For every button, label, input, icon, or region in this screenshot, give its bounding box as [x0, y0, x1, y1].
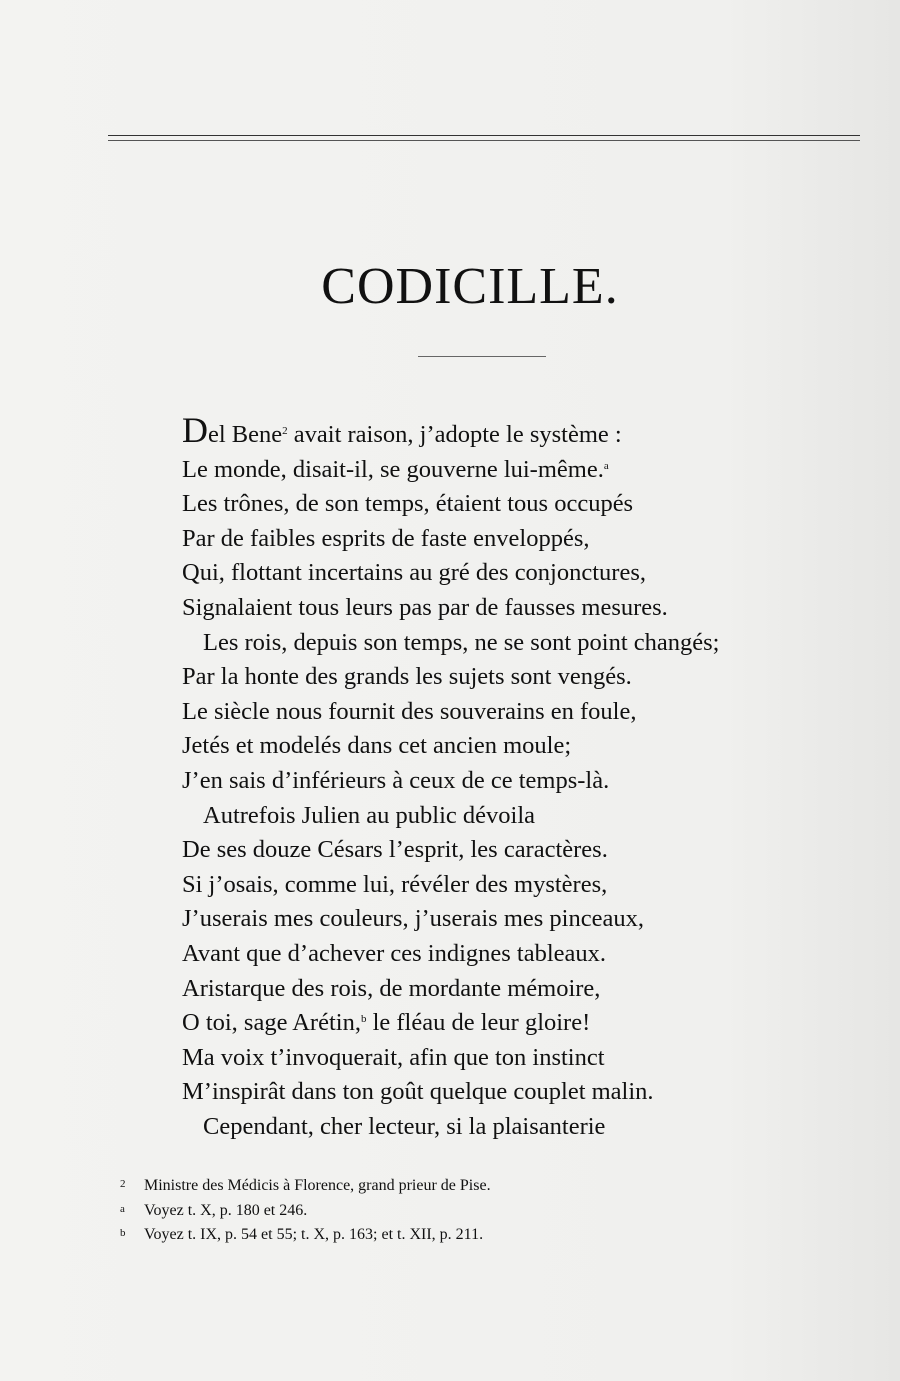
footnote-mark: b: [120, 1227, 126, 1239]
footnote-mark: 2: [120, 1178, 126, 1190]
footnote: [120, 1173, 840, 1198]
note-reference[interactable]: 2: [282, 425, 288, 437]
poem-line: Aristarque des rois, de mordante mémoire,: [182, 974, 601, 1002]
poem-line: J’en sais d’inférieurs à ceux de ce temps-là.: [182, 766, 610, 794]
footnote-text: Voyez t. IX, p. 54 et 55; t. X, p. 163; et t. XII, p. 211.: [144, 1226, 484, 1243]
poem-line: [182, 1006, 882, 1041]
poem-line: Par la honte des grands les sujets sont vengés.: [182, 663, 632, 691]
poem-line: Le siècle nous fournit des souverains en foule,: [182, 697, 637, 725]
poem-line: Si j’osais, comme lui, révéler des mystères,: [182, 870, 608, 898]
poem-line: J’userais mes couleurs, j’userais mes pinceaux,: [182, 905, 644, 933]
footnote: [120, 1198, 840, 1223]
poem-line: Cependant, cher lecteur, si la plaisanterie: [203, 1112, 606, 1140]
header-rule-thin: [108, 140, 860, 141]
poem-line: De ses douze Césars l’esprit, les caractères.: [182, 836, 608, 864]
poem-line: [182, 453, 882, 488]
page-title: CODICILLE.: [321, 258, 619, 315]
poem: [182, 410, 882, 1144]
poem-line: Les trônes, de son temps, étaient tous occupés: [182, 490, 634, 518]
footnote: [120, 1222, 840, 1247]
poem-text: le fléau de leur gloire!: [366, 1009, 591, 1037]
poem-line: M’inspirât dans ton goût quelque couplet malin.: [182, 1078, 654, 1106]
poem-line: Par de faibles esprits de faste enveloppés,: [182, 524, 590, 552]
note-reference[interactable]: b: [360, 1013, 367, 1026]
title-rule: [418, 356, 546, 357]
footnotes: [120, 1173, 840, 1247]
header-rule: [108, 135, 860, 136]
poem-text: O toi, sage Arétin,: [182, 1009, 361, 1037]
footnote-text: Voyez t. X, p. 180 et 246.: [144, 1201, 308, 1219]
poem-line: Autrefois Julien au public dévoila: [203, 801, 536, 829]
footnote-mark: a: [120, 1202, 125, 1215]
note-reference[interactable]: a: [603, 459, 609, 472]
poem-line: Signalaient tous leurs pas par de fausses mesures.: [182, 593, 668, 621]
footnote-text: Ministre des Médicis à Florence, grand prieur de Pise.: [144, 1177, 491, 1194]
poem-text: el Bene: [208, 421, 283, 448]
poem-line: Qui, flottant incertains au gré des conjonctures,: [182, 559, 646, 587]
poem-text: Le monde, disait-il, se gouverne lui-même.: [182, 455, 604, 483]
poem-line: Les rois, depuis son temps, ne se sont point changés;: [203, 628, 720, 656]
drop-cap: D: [182, 410, 208, 450]
poem-text: avait raison, j’adopte le système :: [287, 421, 622, 448]
poem-line: Avant que d’achever ces indignes tableaux.: [182, 939, 607, 967]
poem-line: Ma voix t’invoquerait, afin que ton instinct: [182, 1043, 605, 1071]
poem-line: Jetés et modelés dans cet ancien moule;: [182, 732, 572, 760]
poem-line: [182, 410, 882, 453]
